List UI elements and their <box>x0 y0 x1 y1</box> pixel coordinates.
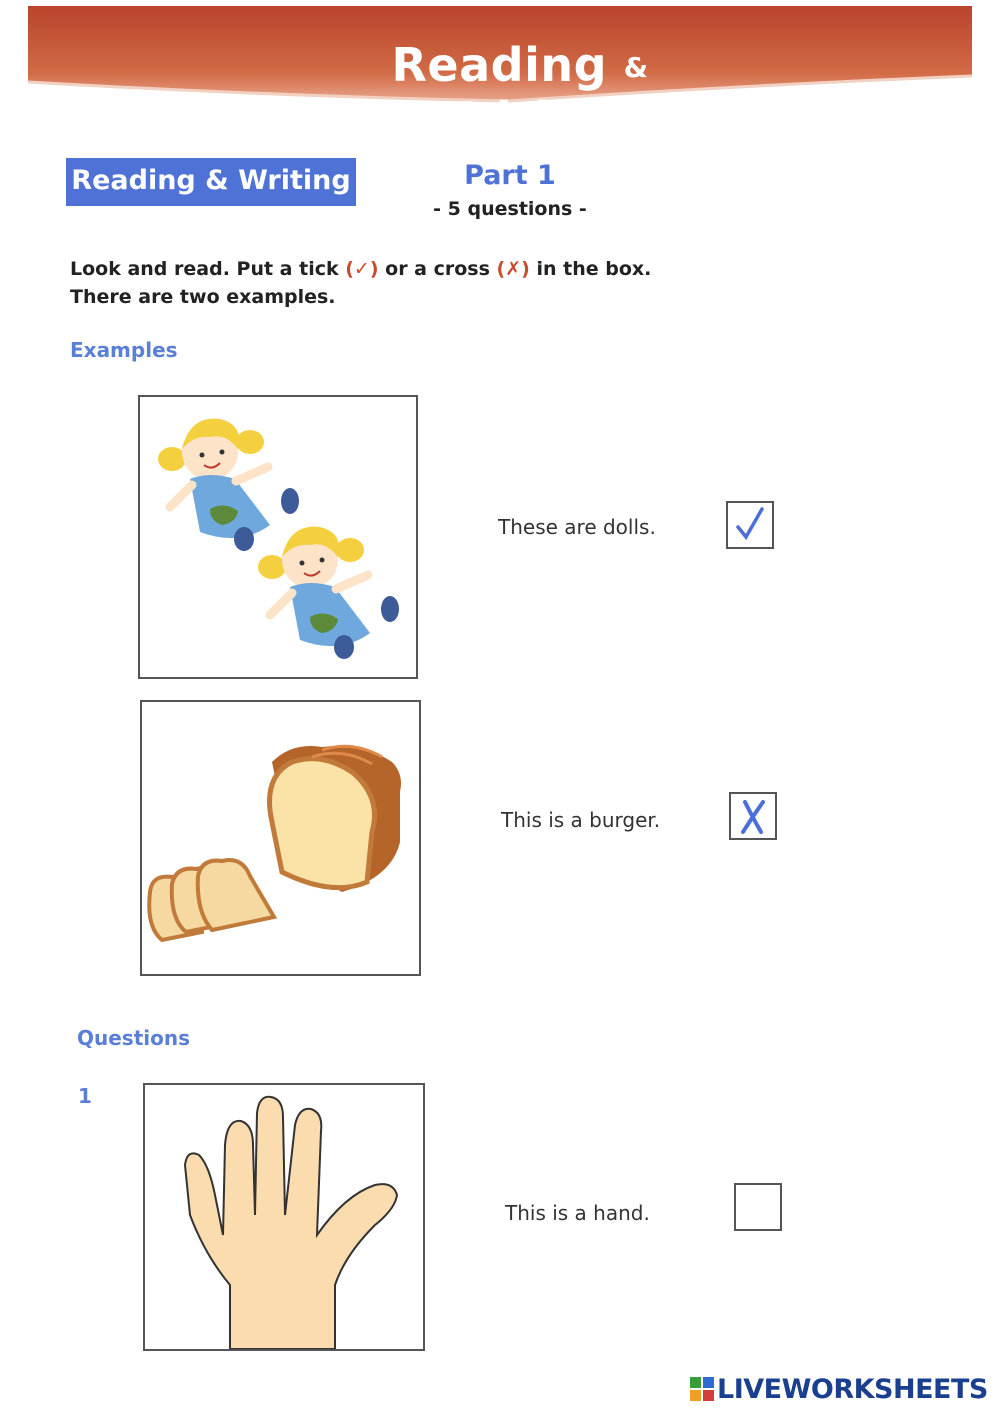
dolls-picture <box>138 395 418 679</box>
header-title: Reading & Writing <box>391 38 649 146</box>
cross-symbol: (✗) <box>496 258 530 280</box>
tick-mark-icon <box>728 503 772 547</box>
example-2-sentence: This is a burger. <box>501 808 661 832</box>
question-1-answer-box[interactable] <box>734 1183 782 1231</box>
tick-symbol: (✓) <box>345 258 379 280</box>
part-title: Part 1 <box>464 160 556 191</box>
instruction-line-1: Look and read. Put a tick (✓) or a cross (✗) in the box. <box>70 258 652 280</box>
bread-picture <box>140 700 421 976</box>
example-1-answer-box <box>726 501 774 549</box>
logo-text: LIVEWORKSHEETS <box>717 1373 988 1405</box>
cross-mark-icon <box>731 794 775 838</box>
part-subtitle: - 5 questions - <box>433 198 587 220</box>
logo-grid-icon <box>690 1377 714 1401</box>
example-1-sentence: These are dolls. <box>498 515 656 539</box>
hand-picture <box>143 1083 425 1351</box>
liveworksheets-logo <box>690 1372 988 1406</box>
instruction-line-2: There are two examples. <box>70 286 336 308</box>
question-1-sentence: This is a hand. <box>505 1201 650 1225</box>
examples-heading: Examples <box>70 338 178 362</box>
questions-heading: Questions <box>77 1026 191 1050</box>
example-2-answer-box <box>729 792 777 840</box>
section-badge: Reading & Writing <box>66 158 356 206</box>
question-number: 1 <box>78 1084 92 1108</box>
